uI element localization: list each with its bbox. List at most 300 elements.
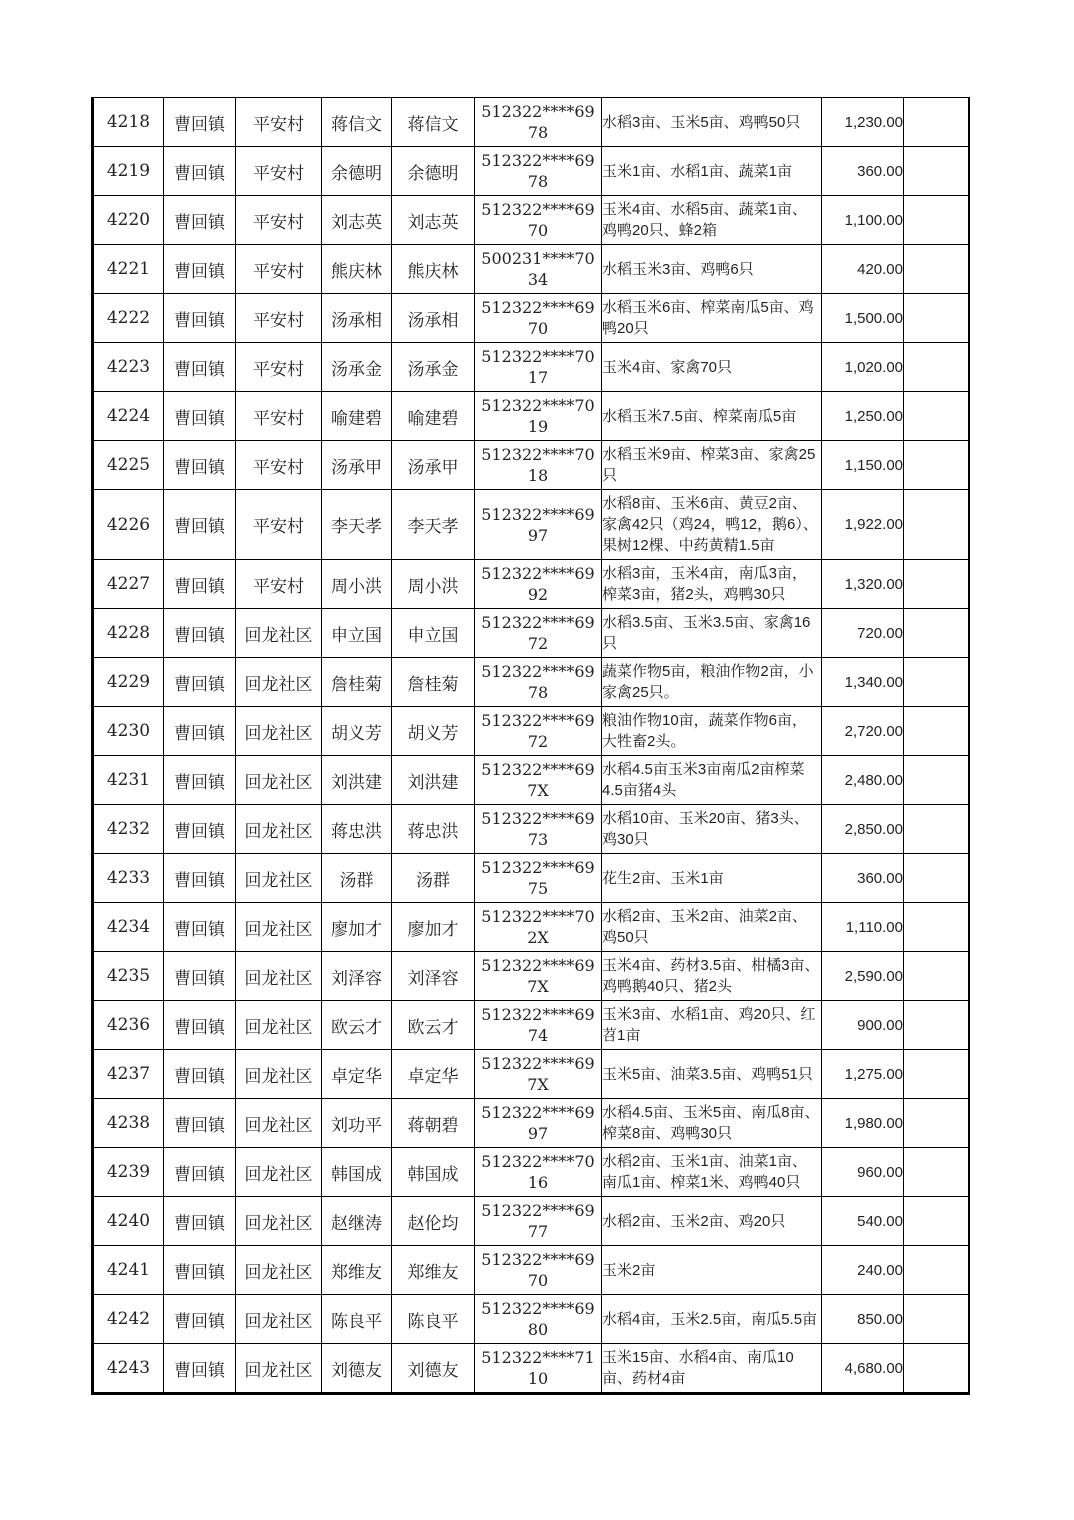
name-cell: 刘洪建 — [322, 756, 392, 805]
id-number-cell — [475, 147, 602, 196]
description-cell: 水稻玉米9亩、榨菜3亩、家禽25只 — [602, 441, 822, 490]
row-number-cell: 4237 — [93, 1050, 164, 1099]
village-cell: 回龙社区 — [236, 609, 322, 658]
village-cell: 回龙社区 — [236, 707, 322, 756]
account-holder-cell: 周小洪 — [392, 560, 475, 609]
village-cell: 回龙社区 — [236, 1099, 322, 1148]
id-number-bottom: 17 — [527, 368, 549, 387]
amount-cell: 1,340.00 — [822, 658, 904, 707]
id-number-top: 512322****69 — [481, 564, 595, 583]
remark-cell — [904, 952, 970, 1001]
account-holder-cell: 刘洪建 — [392, 756, 475, 805]
table-row — [93, 609, 970, 658]
id-number-bottom: 18 — [527, 466, 549, 485]
row-number-cell: 4235 — [93, 952, 164, 1001]
row-number-cell: 4242 — [93, 1295, 164, 1344]
town-cell: 曹回镇 — [164, 441, 236, 490]
name-cell: 詹桂菊 — [322, 658, 392, 707]
id-number-top: 512322****69 — [481, 1250, 595, 1269]
account-holder-cell: 刘泽容 — [392, 952, 475, 1001]
id-number-bottom: 2X — [527, 928, 549, 947]
id-number-cell — [475, 245, 602, 294]
id-number-cell — [475, 98, 602, 147]
row-number-cell: 4228 — [93, 609, 164, 658]
id-number-bottom: 7X — [527, 977, 549, 996]
row-number-cell: 4227 — [93, 560, 164, 609]
town-cell: 曹回镇 — [164, 196, 236, 245]
id-number-bottom: 78 — [527, 172, 549, 191]
account-holder-cell: 汤承甲 — [392, 441, 475, 490]
description-cell: 水稻3亩，玉米4亩，南瓜3亩，榨菜3亩，猪2头，鸡鸭30只 — [602, 560, 822, 609]
village-cell: 回龙社区 — [236, 1197, 322, 1246]
town-cell: 曹回镇 — [164, 1295, 236, 1344]
id-number-bottom: 70 — [527, 221, 549, 240]
remark-cell — [904, 903, 970, 952]
amount-cell: 240.00 — [822, 1246, 904, 1295]
table-row — [93, 560, 970, 609]
amount-cell: 1,922.00 — [822, 490, 904, 560]
town-cell: 曹回镇 — [164, 658, 236, 707]
id-number-bottom: 7X — [527, 1075, 549, 1094]
description-cell: 玉米2亩 — [602, 1246, 822, 1295]
town-cell: 曹回镇 — [164, 1197, 236, 1246]
description-cell: 水稻10亩、玉米20亩、猪3头、鸡30只 — [602, 805, 822, 854]
account-holder-cell: 蒋信文 — [392, 98, 475, 147]
id-number-cell — [475, 441, 602, 490]
remark-cell — [904, 98, 970, 147]
name-cell: 刘功平 — [322, 1099, 392, 1148]
id-number-cell — [475, 805, 602, 854]
town-cell: 曹回镇 — [164, 343, 236, 392]
id-number-cell — [475, 952, 602, 1001]
description-cell: 花生2亩、玉米1亩 — [602, 854, 822, 903]
account-holder-cell: 刘德友 — [392, 1344, 475, 1394]
subsidy-table — [91, 97, 970, 1395]
name-cell: 韩国成 — [322, 1148, 392, 1197]
remark-cell — [904, 147, 970, 196]
amount-cell: 1,100.00 — [822, 196, 904, 245]
row-number-cell: 4221 — [93, 245, 164, 294]
remark-cell — [904, 658, 970, 707]
account-holder-cell: 韩国成 — [392, 1148, 475, 1197]
account-holder-cell: 汤承金 — [392, 343, 475, 392]
village-cell: 平安村 — [236, 147, 322, 196]
remark-cell — [904, 1295, 970, 1344]
name-cell: 熊庆林 — [322, 245, 392, 294]
name-cell: 郑维友 — [322, 1246, 392, 1295]
description-cell: 蔬菜作物5亩，粮油作物2亩，小家禽25只。 — [602, 658, 822, 707]
row-number-cell: 4223 — [93, 343, 164, 392]
id-number-bottom: 97 — [527, 1124, 549, 1143]
account-holder-cell: 胡义芳 — [392, 707, 475, 756]
village-cell: 平安村 — [236, 294, 322, 343]
id-number-top: 512322****69 — [481, 200, 595, 219]
village-cell: 平安村 — [236, 560, 322, 609]
account-holder-cell: 申立国 — [392, 609, 475, 658]
table-row — [93, 1295, 970, 1344]
table-row — [93, 952, 970, 1001]
account-holder-cell: 喻建碧 — [392, 392, 475, 441]
id-number-top: 512322****69 — [481, 858, 595, 877]
amount-cell: 900.00 — [822, 1001, 904, 1050]
row-number-cell: 4243 — [93, 1344, 164, 1394]
village-cell: 平安村 — [236, 441, 322, 490]
table-row — [93, 1197, 970, 1246]
amount-cell: 1,500.00 — [822, 294, 904, 343]
amount-cell: 360.00 — [822, 147, 904, 196]
amount-cell: 960.00 — [822, 1148, 904, 1197]
table-row — [93, 245, 970, 294]
row-number-cell: 4236 — [93, 1001, 164, 1050]
table-row — [93, 343, 970, 392]
table-row — [93, 392, 970, 441]
row-number-cell: 4239 — [93, 1148, 164, 1197]
account-holder-cell: 廖加才 — [392, 903, 475, 952]
amount-cell: 4,680.00 — [822, 1344, 904, 1394]
town-cell: 曹回镇 — [164, 98, 236, 147]
village-cell: 回龙社区 — [236, 756, 322, 805]
remark-cell — [904, 1344, 970, 1394]
id-number-cell — [475, 1099, 602, 1148]
account-holder-cell: 赵伦均 — [392, 1197, 475, 1246]
description-cell: 水稻4.5亩玉米3亩南瓜2亩榨菜4.5亩猪4头 — [602, 756, 822, 805]
table-row — [93, 441, 970, 490]
amount-cell: 1,230.00 — [822, 98, 904, 147]
row-number-cell: 4219 — [93, 147, 164, 196]
description-cell: 水稻2亩、玉米2亩、鸡20只 — [602, 1197, 822, 1246]
amount-cell: 850.00 — [822, 1295, 904, 1344]
id-number-top: 512322****71 — [481, 1348, 595, 1367]
account-holder-cell: 郑维友 — [392, 1246, 475, 1295]
village-cell: 平安村 — [236, 98, 322, 147]
remark-cell — [904, 343, 970, 392]
row-number-cell: 4234 — [93, 903, 164, 952]
id-number-cell — [475, 609, 602, 658]
id-number-top: 512322****69 — [481, 760, 595, 779]
town-cell: 曹回镇 — [164, 392, 236, 441]
remark-cell — [904, 441, 970, 490]
id-number-cell — [475, 707, 602, 756]
remark-cell — [904, 609, 970, 658]
account-holder-cell: 李天孝 — [392, 490, 475, 560]
id-number-bottom: 80 — [527, 1320, 549, 1339]
description-cell: 水稻3亩、玉米5亩、鸡鸭50只 — [602, 98, 822, 147]
town-cell: 曹回镇 — [164, 245, 236, 294]
id-number-bottom: 73 — [527, 830, 549, 849]
id-number-bottom: 70 — [527, 1271, 549, 1290]
id-number-cell — [475, 392, 602, 441]
town-cell: 曹回镇 — [164, 1050, 236, 1099]
id-number-bottom: 19 — [527, 417, 549, 436]
account-holder-cell: 汤群 — [392, 854, 475, 903]
id-number-top: 512322****69 — [481, 613, 595, 632]
description-cell: 水稻4亩，玉米2.5亩，南瓜5.5亩 — [602, 1295, 822, 1344]
amount-cell: 1,150.00 — [822, 441, 904, 490]
amount-cell: 1,320.00 — [822, 560, 904, 609]
table-row — [93, 1099, 970, 1148]
name-cell: 汤承甲 — [322, 441, 392, 490]
description-cell: 玉米3亩、水稻1亩、鸡20只、红苕1亩 — [602, 1001, 822, 1050]
id-number-cell — [475, 343, 602, 392]
town-cell: 曹回镇 — [164, 756, 236, 805]
village-cell: 回龙社区 — [236, 1246, 322, 1295]
village-cell: 回龙社区 — [236, 1050, 322, 1099]
id-number-cell — [475, 294, 602, 343]
id-number-cell — [475, 1246, 602, 1295]
account-holder-cell: 詹桂菊 — [392, 658, 475, 707]
row-number-cell: 4224 — [93, 392, 164, 441]
table-row — [93, 294, 970, 343]
id-number-bottom: 10 — [527, 1369, 549, 1388]
remark-cell — [904, 805, 970, 854]
id-number-top: 512322****69 — [481, 1201, 595, 1220]
remark-cell — [904, 294, 970, 343]
description-cell: 玉米1亩、水稻1亩、蔬菜1亩 — [602, 147, 822, 196]
town-cell: 曹回镇 — [164, 147, 236, 196]
account-holder-cell: 欧云才 — [392, 1001, 475, 1050]
description-cell: 玉米4亩、家禽70只 — [602, 343, 822, 392]
id-number-bottom: 70 — [527, 319, 549, 338]
town-cell: 曹回镇 — [164, 707, 236, 756]
subsidy-table-body — [93, 98, 970, 1394]
account-holder-cell: 刘志英 — [392, 196, 475, 245]
row-number-cell: 4238 — [93, 1099, 164, 1148]
table-row — [93, 854, 970, 903]
village-cell: 平安村 — [236, 490, 322, 560]
remark-cell — [904, 707, 970, 756]
id-number-top: 512322****69 — [481, 1005, 595, 1024]
id-number-cell — [475, 854, 602, 903]
table-row — [93, 196, 970, 245]
id-number-cell — [475, 1197, 602, 1246]
description-cell: 水稻8亩、玉米6亩、黄豆2亩、家禽42只（鸡24，鸭12，鹅6）、果树12棵、中药黄精1.5亩 — [602, 490, 822, 560]
town-cell: 曹回镇 — [164, 490, 236, 560]
village-cell: 回龙社区 — [236, 1001, 322, 1050]
row-number-cell: 4233 — [93, 854, 164, 903]
id-number-cell — [475, 1050, 602, 1099]
name-cell: 欧云才 — [322, 1001, 392, 1050]
amount-cell: 540.00 — [822, 1197, 904, 1246]
id-number-cell — [475, 1295, 602, 1344]
town-cell: 曹回镇 — [164, 1148, 236, 1197]
remark-cell — [904, 854, 970, 903]
town-cell: 曹回镇 — [164, 1344, 236, 1394]
name-cell: 卓定华 — [322, 1050, 392, 1099]
remark-cell — [904, 1050, 970, 1099]
id-number-bottom: 7X — [527, 781, 549, 800]
table-row — [93, 98, 970, 147]
id-number-bottom: 74 — [527, 1026, 549, 1045]
amount-cell: 1,250.00 — [822, 392, 904, 441]
id-number-cell — [475, 1001, 602, 1050]
table-row — [93, 147, 970, 196]
name-cell: 蒋忠洪 — [322, 805, 392, 854]
description-cell: 水稻玉米6亩、榨菜南瓜5亩、鸡鸭20只 — [602, 294, 822, 343]
id-number-bottom: 72 — [527, 732, 549, 751]
remark-cell — [904, 1148, 970, 1197]
village-cell: 平安村 — [236, 392, 322, 441]
id-number-top: 512322****70 — [481, 445, 595, 464]
description-cell: 水稻玉米7.5亩、榨菜南瓜5亩 — [602, 392, 822, 441]
town-cell: 曹回镇 — [164, 609, 236, 658]
village-cell: 平安村 — [236, 245, 322, 294]
account-holder-cell: 汤承相 — [392, 294, 475, 343]
remark-cell — [904, 196, 970, 245]
id-number-bottom: 92 — [527, 585, 549, 604]
name-cell: 赵继涛 — [322, 1197, 392, 1246]
table-row — [93, 756, 970, 805]
account-holder-cell: 余德明 — [392, 147, 475, 196]
name-cell: 陈良平 — [322, 1295, 392, 1344]
village-cell: 平安村 — [236, 196, 322, 245]
id-number-top: 512322****69 — [481, 504, 595, 524]
row-number-cell: 4231 — [93, 756, 164, 805]
row-number-cell: 4241 — [93, 1246, 164, 1295]
id-number-top: 512322****69 — [481, 956, 595, 975]
account-holder-cell: 熊庆林 — [392, 245, 475, 294]
id-number-bottom: 75 — [527, 879, 549, 898]
id-number-top: 512322****70 — [481, 396, 595, 415]
account-holder-cell: 蒋朝碧 — [392, 1099, 475, 1148]
description-cell: 玉米4亩、水稻5亩、蔬菜1亩、鸡鸭20只、蜂2箱 — [602, 196, 822, 245]
village-cell: 回龙社区 — [236, 952, 322, 1001]
id-number-bottom: 78 — [527, 123, 549, 142]
town-cell: 曹回镇 — [164, 1001, 236, 1050]
account-holder-cell: 蒋忠洪 — [392, 805, 475, 854]
table-row — [93, 1001, 970, 1050]
id-number-top: 512322****70 — [481, 1152, 595, 1171]
amount-cell: 1,980.00 — [822, 1099, 904, 1148]
name-cell: 刘志英 — [322, 196, 392, 245]
village-cell: 回龙社区 — [236, 658, 322, 707]
id-number-top: 512322****69 — [481, 1103, 595, 1122]
town-cell: 曹回镇 — [164, 952, 236, 1001]
town-cell: 曹回镇 — [164, 294, 236, 343]
id-number-top: 512322****69 — [481, 1054, 595, 1073]
id-number-top: 512322****69 — [481, 1299, 595, 1318]
town-cell: 曹回镇 — [164, 805, 236, 854]
id-number-bottom: 78 — [527, 683, 549, 702]
id-number-bottom: 77 — [527, 1222, 549, 1241]
table-row — [93, 1050, 970, 1099]
id-number-top: 512322****69 — [481, 809, 595, 828]
village-cell: 回龙社区 — [236, 1148, 322, 1197]
id-number-top: 512322****69 — [481, 662, 595, 681]
village-cell: 回龙社区 — [236, 903, 322, 952]
table-row — [93, 1148, 970, 1197]
amount-cell: 360.00 — [822, 854, 904, 903]
id-number-cell — [475, 490, 602, 560]
id-number-top: 512322****69 — [481, 151, 595, 170]
village-cell: 回龙社区 — [236, 1295, 322, 1344]
table-row — [93, 658, 970, 707]
village-cell: 回龙社区 — [236, 1344, 322, 1394]
town-cell: 曹回镇 — [164, 560, 236, 609]
description-cell: 水稻4.5亩、玉米5亩、南瓜8亩、榨菜8亩、鸡鸭30只 — [602, 1099, 822, 1148]
remark-cell — [904, 1001, 970, 1050]
table-row — [93, 805, 970, 854]
row-number-cell: 4222 — [93, 294, 164, 343]
table-row — [93, 1246, 970, 1295]
table-row — [93, 1344, 970, 1394]
row-number-cell: 4240 — [93, 1197, 164, 1246]
name-cell: 刘泽容 — [322, 952, 392, 1001]
amount-cell: 1,275.00 — [822, 1050, 904, 1099]
village-cell: 平安村 — [236, 343, 322, 392]
name-cell: 喻建碧 — [322, 392, 392, 441]
id-number-cell — [475, 903, 602, 952]
id-number-top: 500231****70 — [481, 249, 595, 268]
row-number-cell: 4218 — [93, 98, 164, 147]
village-cell: 回龙社区 — [236, 805, 322, 854]
amount-cell: 2,590.00 — [822, 952, 904, 1001]
id-number-top: 512322****70 — [481, 347, 595, 366]
id-number-bottom: 72 — [527, 634, 549, 653]
name-cell: 汤承金 — [322, 343, 392, 392]
id-number-top: 512322****69 — [481, 298, 595, 317]
amount-cell: 720.00 — [822, 609, 904, 658]
id-number-bottom: 34 — [527, 270, 549, 289]
row-number-cell: 4229 — [93, 658, 164, 707]
id-number-bottom: 16 — [527, 1173, 549, 1192]
description-cell: 粮油作物10亩，蔬菜作物6亩，大牲畜2头。 — [602, 707, 822, 756]
name-cell: 蒋信文 — [322, 98, 392, 147]
amount-cell: 420.00 — [822, 245, 904, 294]
remark-cell — [904, 1197, 970, 1246]
name-cell: 余德明 — [322, 147, 392, 196]
description-cell: 水稻3.5亩、玉米3.5亩、家禽16只 — [602, 609, 822, 658]
id-number-cell — [475, 658, 602, 707]
village-cell: 回龙社区 — [236, 854, 322, 903]
row-number-cell: 4225 — [93, 441, 164, 490]
remark-cell — [904, 490, 970, 560]
name-cell: 申立国 — [322, 609, 392, 658]
town-cell: 曹回镇 — [164, 903, 236, 952]
name-cell: 李天孝 — [322, 490, 392, 560]
amount-cell: 1,020.00 — [822, 343, 904, 392]
remark-cell — [904, 1246, 970, 1295]
name-cell: 廖加才 — [322, 903, 392, 952]
name-cell: 汤群 — [322, 854, 392, 903]
name-cell: 胡义芳 — [322, 707, 392, 756]
description-cell: 水稻玉米3亩、鸡鸭6只 — [602, 245, 822, 294]
name-cell: 周小洪 — [322, 560, 392, 609]
name-cell: 刘德友 — [322, 1344, 392, 1394]
description-cell: 玉米5亩、油菜3.5亩、鸡鸭51只 — [602, 1050, 822, 1099]
amount-cell: 2,720.00 — [822, 707, 904, 756]
id-number-cell — [475, 1344, 602, 1394]
remark-cell — [904, 756, 970, 805]
id-number-bottom: 97 — [527, 525, 549, 545]
town-cell: 曹回镇 — [164, 1246, 236, 1295]
table-row — [93, 903, 970, 952]
amount-cell: 1,110.00 — [822, 903, 904, 952]
account-holder-cell: 卓定华 — [392, 1050, 475, 1099]
row-number-cell: 4230 — [93, 707, 164, 756]
id-number-top: 512322****69 — [481, 711, 595, 730]
description-cell: 水稻2亩、玉米1亩、油菜1亩、南瓜1亩、榨菜1米、鸡鸭40只 — [602, 1148, 822, 1197]
table-row — [93, 707, 970, 756]
amount-cell: 2,480.00 — [822, 756, 904, 805]
id-number-cell — [475, 196, 602, 245]
amount-cell: 2,850.00 — [822, 805, 904, 854]
remark-cell — [904, 560, 970, 609]
id-number-cell — [475, 1148, 602, 1197]
remark-cell — [904, 1099, 970, 1148]
id-number-cell — [475, 560, 602, 609]
description-cell: 玉米15亩、水稻4亩、南瓜10亩、药材4亩 — [602, 1344, 822, 1394]
row-number-cell: 4226 — [93, 490, 164, 560]
